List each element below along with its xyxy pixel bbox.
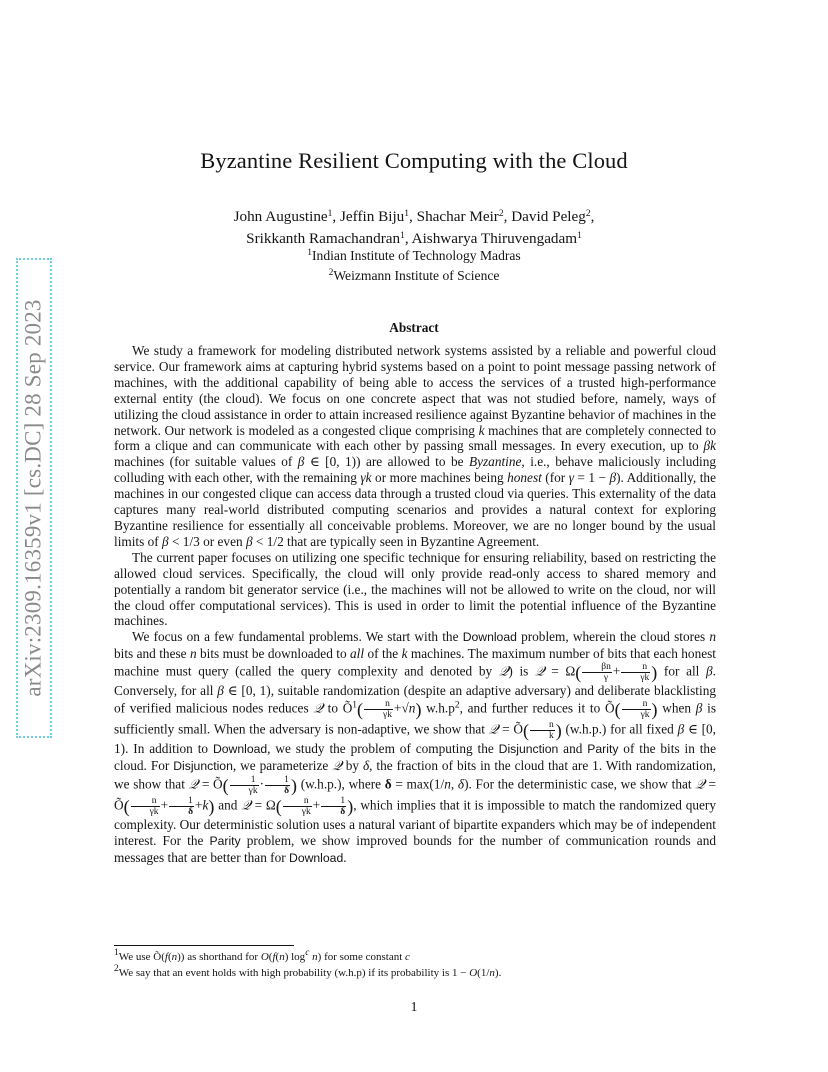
footnote: $^2$We say that an event holds with high probability (w.h.p) if its probability is 1 − O(1/n). (114, 963, 502, 979)
author-list (0, 206, 828, 250)
author: John Augustine (233, 208, 328, 225)
abstract-paragraph: We study a framework for modeling distributed network systems assisted by a reliable and powerful cloud service. Our framework aims at capturing hybrid systems based on a point to point message passing network of machines, with the additional capability of being able to access the services of a trusted high-performance external entity (the cloud). We focus on one concrete aspect that was not studied before, namely, ways of utilizing the cloud assistance in order to attain increased resilience against Byzantine behavior of machines in the network. Our network is modeled as a congested clique comprising k machines that are completely connected to form a clique and can communicate with each other by passing small messages. In every execution, up to βk machines (for suitable values of β ∈ [0, 1)) are allowed to be Byzantine, i.e., behave maliciously including colluding with each other, with the remaining γk or more machines being honest (for γ = 1 − β). Additionally, the machines in our congested clique can access data through a trusted cloud via queries. This externality of the data captures many real-world distributed computing scenarios and provides a natural context for exploring Byzantine resilience for essentially all conceivable problems. Moreover, we are no longer bound by the usual limits of β < 1/3 or even β < 1/2 that are typically seen in Byzantine Agreement. (114, 343, 717, 549)
paper-title: Byzantine Resilient Computing with the Cloud (200, 148, 628, 173)
footnote: $^1$We use Õ(f(n)) as shorthand for O(f(n) $\log^c n$) for some constant c (114, 948, 410, 963)
affiliation-mark: 2 (498, 209, 504, 219)
affiliation-mark: 1 (404, 209, 410, 219)
affiliation-mark: 1 (327, 209, 333, 219)
abstract-paragraph: The current paper focuses on utilizing one specific technique for ensuring reliability, based on restricting the allowed cloud services. Specifically, the cloud will only provide read-only access to shared memory and potentially a random bit generator service (i.e., the machines will not be allowed to write on the cloud, nor will the cloud offer computational services). This is used in order to limit the potential influence of the Byzantine machines. (114, 549, 716, 629)
affiliation-mark: 1 (400, 231, 405, 241)
arxiv-identifier: arXiv:2309.16359v1 [cs.DC] 28 Sep 2023 (21, 299, 47, 697)
author-line-1: John Augustine$^1$, Jeffin Biju$^1$, Shachar Meir$^2$, David Peleg$^2$, (233, 208, 595, 225)
author: Shachar Meir (416, 208, 499, 225)
footnote-rule (114, 945, 294, 946)
page-number: 1 (410, 1000, 418, 1015)
affiliation-list (0, 246, 828, 285)
abstract-paragraph: We focus on a few fundamental problems. We start with the Download problem, wherein the cloud stores n bits and these n bits must be downloaded to all of the k machines. The maximum number of bits that each honest machine must query (called the query complexity and denoted by 𝒬) is 𝒬 = Ω( $\frac{\beta n}{\gamma}$ + $\frac{n}{\gamma k}$ ) for all β. Conversely, for all β ∈ [0, 1), suitable randomization (despite an adaptive adversary) and deliberate blacklisting of verified malicious nodes reduces 𝒬 to $Õ^1$( $\frac{n}{\gamma k}$ +√n) $w.h.p^2$, and further reduces it to Õ( $\frac{n}{\gamma k}$ ) when β is sufficiently small. When the adversary is non-adaptive, we show that 𝒬 = Õ( $\frac{n}{k}$ ) (w.h.p.) for all fixed β ∈ [0, 1). In addition to Download, we study the problem of computing the Disjunction and Parity of the bits in the cloud. For Disjunction, we parameterize 𝒬 by δ, the fraction of bits in the cloud that are 1. With randomization, we show that 𝒬 = Õ( $\frac{1}{\gamma k}$ · $\frac{1}{\delta}$ ) (w.h.p.), where δ = max(1/n, δ). For the deterministic case, we show that 𝒬 = Õ( $\frac{n}{\gamma k}$ + $\frac{1}{\delta}$ +k) and 𝒬 = Ω( $\frac{n}{\gamma k}$ + $\frac{1}{\delta}$ ), which implies that it is impossible to match the randomized query complexity. Our deterministic solution uses a natural variant of bipartite expanders which may be of independent interest. For the Parity problem, we show improved bounds for the number of communication rounds and messages that are better than for Download. (114, 629, 717, 865)
affiliation-mark: 1 (577, 231, 582, 241)
author: Srikkanth Ramachandran (246, 230, 401, 247)
footnotes (114, 950, 716, 981)
affiliation: $^2$Weizmann Institute of Science (328, 267, 500, 283)
author: Aishwarya Thiruvengadam (411, 230, 578, 247)
abstract-heading: Abstract (389, 320, 439, 335)
author-line-2: Srikkanth Ramachandran$^1$, Aishwarya Thiruvengadam$^1$ (246, 230, 582, 247)
author: Jeffin Biju (340, 208, 405, 225)
abstract-body (114, 343, 716, 867)
author: David Peleg (511, 208, 586, 225)
affiliation: $^1$Indian Institute of Technology Madras (307, 248, 521, 263)
affiliation-mark: 2 (585, 209, 591, 219)
